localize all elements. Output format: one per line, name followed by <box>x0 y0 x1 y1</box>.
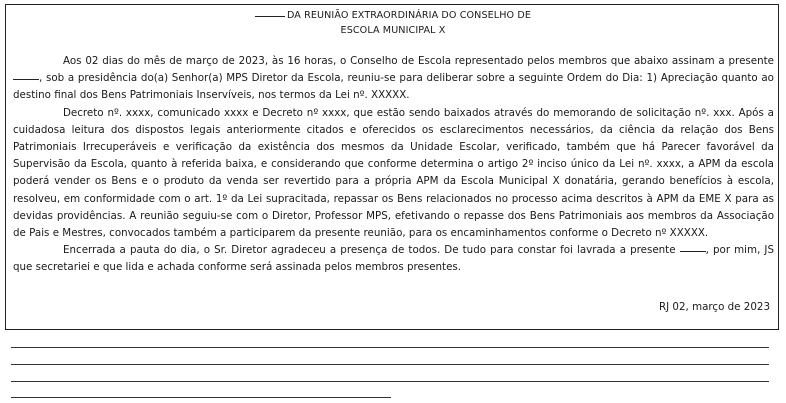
signature-line <box>11 381 769 382</box>
title-line-1: DA REUNIÃO EXTRAORDINÁRIA DO CONSELHO DE <box>286 10 532 21</box>
blank-lavrada <box>680 251 706 252</box>
paragraph-3-text-b: , por mim, JS que secretariei e que lida e achada conforme será assinada pelos membros presentes. <box>13 244 775 274</box>
paragraph-closing <box>13 242 774 276</box>
signature-line <box>11 364 769 365</box>
signature-line <box>11 347 769 348</box>
blank-presente <box>13 79 39 80</box>
minutes-body <box>13 53 774 277</box>
paragraph-1-text-a: Aos 02 dias do mês de março de 2023, às 16 horas, o Conselho de Escola representado pelos membros que abaixo assinam a presente <box>63 55 774 67</box>
title-blank <box>255 16 285 17</box>
document-subtitle: ESCOLA MUNICIPAL X <box>340 25 446 36</box>
place-date: RJ 02, março de 2023 <box>658 301 770 313</box>
paragraph-opening <box>13 53 774 105</box>
paragraph-1-text-b: , sob a presidência do(a) Senhor(a) MPS Diretor da Escola, reuniu-se para deliberar sobre a seguinte Ordem do Dia: 1) Apreciação quanto ao destino final dos Bens Patrimoniais Inservíveis, nos termos da Lei nº. XXXXX. <box>13 72 774 102</box>
document-title <box>0 10 786 21</box>
paragraph-3-text-a: Encerrada a pauta do dia, o Sr. Diretor agradeceu a presença de todos. De tudo para constar foi lavrada a presente <box>63 244 676 257</box>
signature-line <box>11 397 391 398</box>
paragraph-body: Decreto nº. xxxx, comunicado xxxx e Decreto nº xxxx, que estão sendo baixados através do memorando de solicitação nº. xxx. Após a cuidadosa leitura dos dispostos legais anteriormente citados e oferecidos os esclarecimentos necessários, da ciência da relação dos Bens Patrimoniais Irrecuperáveis e verificação da existência dos mesmos da Unidade Escolar, verificado, também que há Parecer favorável da Supervisão da Escola, quanto à referida baixa, e considerando que conforme determina o artigo 2º inciso único da Lei nº. xxxx, a APM da escola poderá vender os Bens e o produto da venda ser revertido para a própria APM da Escola Municipal X donatária, gerando benefícios à escola, resolveu, em conformidade com o art. 1º da Lei supracitada, repassar os Bens relacionados no processo acima descritos à APM da EME X para as devidas providências. A reunião seguiu-se com o Diretor, Professor MPS, efetivando o repasse dos Bens Patrimoniais aos membros da Associação de Pais e Mestres, convocados também a participarem da presente reunião, para os encaminhamentos conforme o Decreto nº XXXXX. <box>13 106 774 240</box>
